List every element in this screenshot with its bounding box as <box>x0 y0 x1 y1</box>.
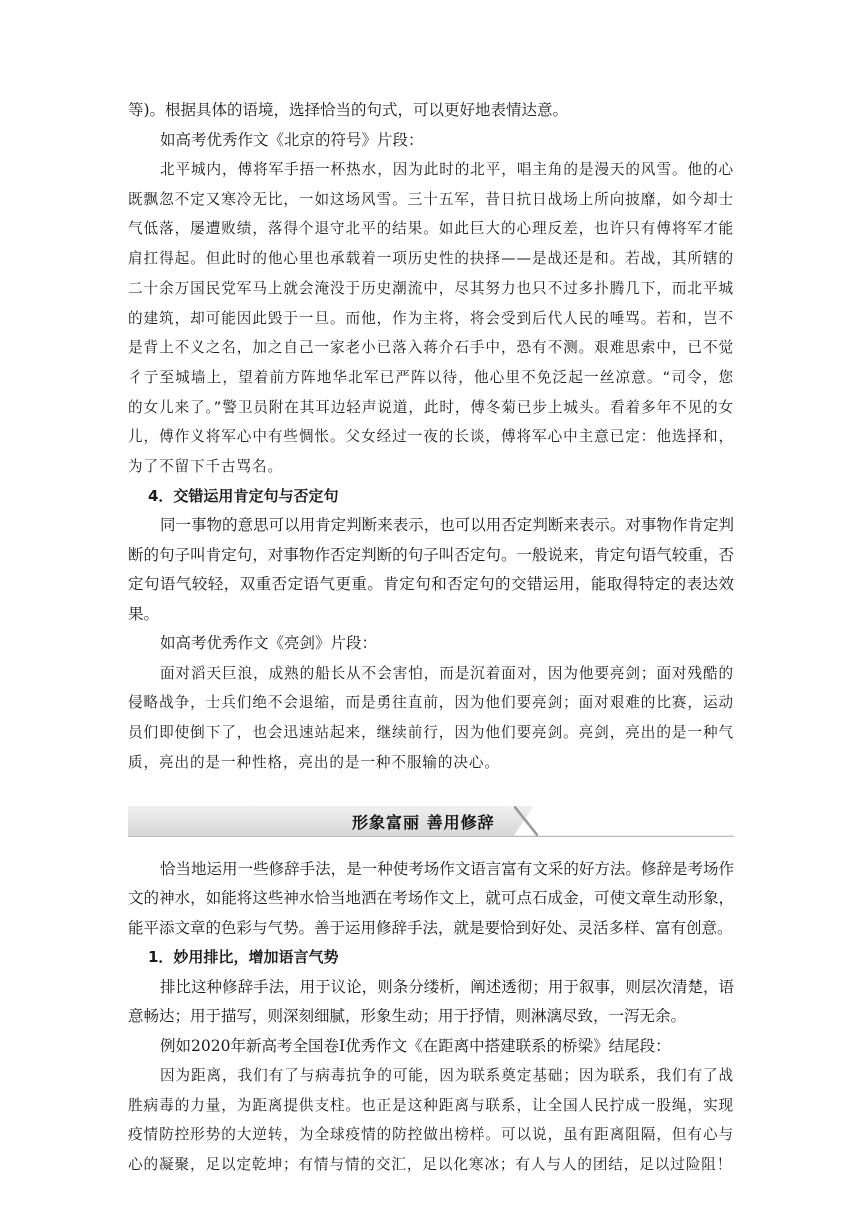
paragraph: 排比这种修辞手法，用于议论，则条分缕析，阐述透彻；用于叙事，则层次清楚，语意畅达；用于描写，则深刻细腻，形象生动；用于抒情，则淋漓尽致，一泻无余。 <box>128 977 734 1026</box>
subheading: 4．交错运用肯定句与否定句 <box>148 486 339 505</box>
paragraph: 同一事物的意思可以用肯定判断来表示，也可以用否定判断来表示。对事物作肯定判断的句子叫肯定句，对事物作否定判断的句子叫否定句。一般说来，肯定句语气较重，否定句语气较轻，双重否定语气更重。肯定句和否定句的交错运用，能取得特定的表达效果。 <box>128 516 734 623</box>
paragraph: 例如2020年新高考全国卷Ⅰ优秀作文《在距离中搭建联系的桥梁》结尾段： <box>160 1036 671 1055</box>
paragraph: 如高考优秀作文《亮剑》片段： <box>160 634 378 653</box>
subheading: 1．妙用排比，增加语言气势 <box>148 948 339 967</box>
section-banner <box>128 806 734 837</box>
paragraph: 恰当地运用一些修辞手法，是一种使考场作文语言富有文采的好方法。修辞是考场作文的神水，如能将这些神水恰当地洒在考场作文上，就可点石成金，可使文章生动形象，能平添文章的色彩与气势。善于运用修辞手法，就是要恰到好处、灵活多样、富有创意。 <box>128 859 734 937</box>
paragraph: 等)。根据具体的语境，选择恰当的句式，可以更好地表情达意。 <box>128 101 569 119</box>
document-page <box>128 96 734 1180</box>
quoted-excerpt: 北平城内，傅将军手捂一杯热水，因为此时的北平，唱主角的是漫天的风雪。他的心既飘忽不定又寒冷无比，一如这场风雪。三十五军，昔日抗日战场上所向披靡，如今却士气低落，屡遭败绩，落得个退守北平的结果。如此巨大的心理反差，也许只有傅将军才能肩扛得起。但此时的他心里也承载着一项历史性的抉择——是战还是和。若战，其所辖的二十余万国民党军马上就会淹没于历史潮流中，尽其努力也只不过多扑腾几下，而北平城的建筑，却可能因此毁于一旦。而他，作为主将，将会受到后代人民的唾骂。若和，岂不是背上不义之名，加之自己一家老小已落入蒋介石手中，恐有不测。艰难思索中，已不觉彳亍至城墙上，望着前方阵地华北军已严阵以待，他心里不免泛起一丝凉意。“司令，您的女儿来了。”警卫员附在其耳边轻声说道，此时，傅冬菊已步上城头。看着多年不见的女儿，傅作义将军心中有些惆怅。父女经过一夜的长谈，傅将军心中主意已定：他选择和，为了不留下千古骂名。 <box>128 161 734 476</box>
paragraph: 如高考优秀作文《北京的符号》片段： <box>160 130 424 149</box>
banner-decoration <box>514 806 734 836</box>
section-title: 形象富丽 善用修辞 <box>352 812 495 832</box>
banner-slash <box>514 806 538 836</box>
quoted-excerpt: 因为距离，我们有了与病毒抗争的可能，因为联系奠定基础；因为联系，我们有了战胜病毒的力量，为距离提供支柱。也正是这种距离与联系，让全国人民拧成一股绳，实现疫情防控形势的大逆转，为全球疫情的防控做出榜样。可以说，虽有距离阻隔，但有心与心的凝聚，足以定乾坤；有情与情的交汇，足以化寒冰；有人与人的团结，足以过险阻！ <box>128 1067 734 1174</box>
quoted-excerpt: 面对滔天巨浪，成熟的船长从不会害怕，而是沉着面对，因为他要亮剑；面对残酷的侵略战争，士兵们绝不会退缩，而是勇往直前，因为他们要亮剑；面对艰难的比赛，运动员们即使倒下了，也会迅速站起来，继续前行，因为他们要亮剑。亮剑，亮出的是一种气质，亮出的是一种性格，亮出的是一种不服输的决心。 <box>128 664 734 771</box>
